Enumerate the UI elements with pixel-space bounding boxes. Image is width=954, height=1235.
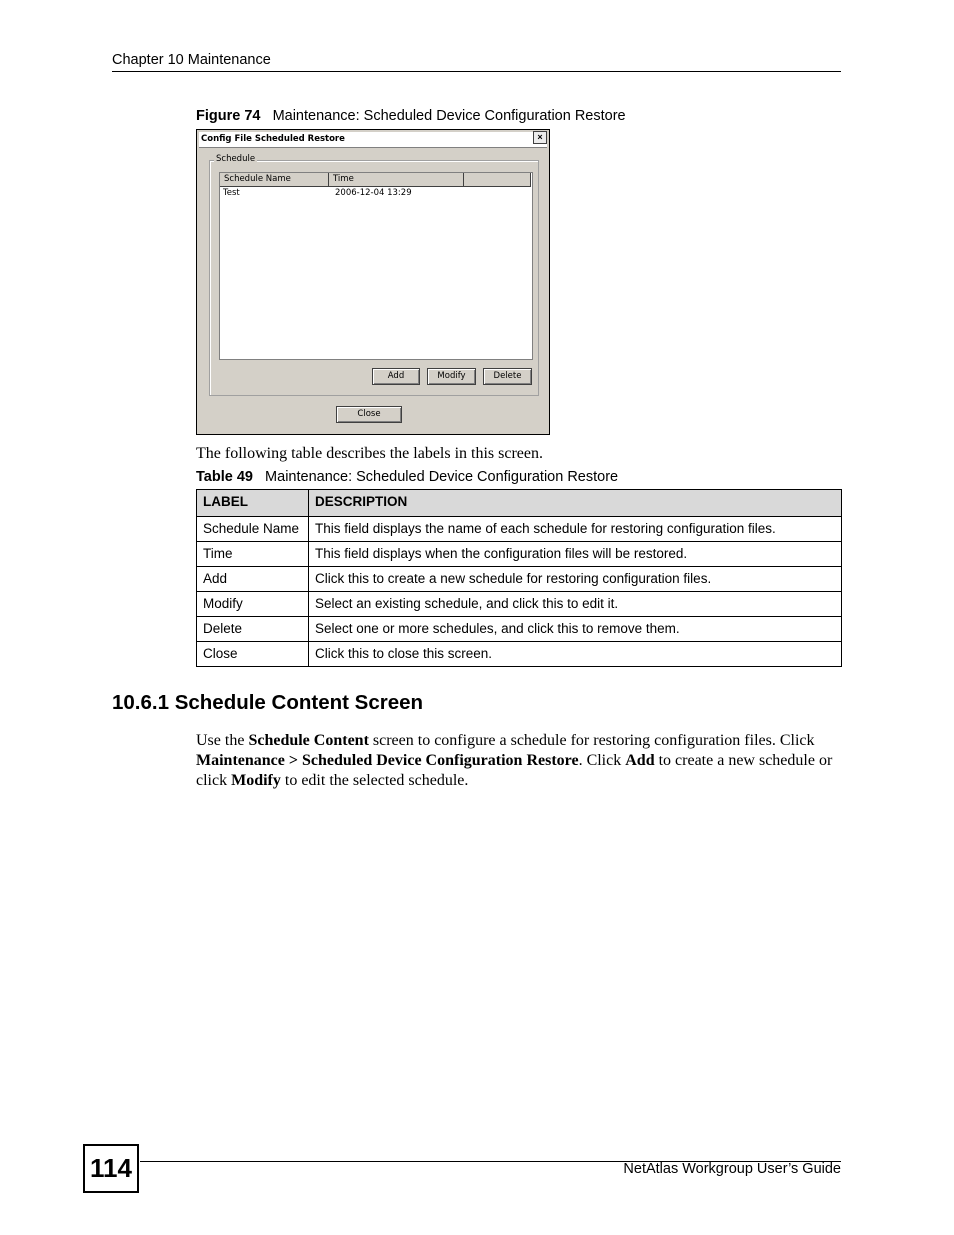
figure-label: Figure 74 [196,108,261,124]
para-bold-modify: Modify [231,772,281,789]
table-caption [196,469,618,485]
row-description: Click this to close this screen. [309,642,842,667]
guide-title: NetAtlas Workgroup User’s Guide [623,1161,841,1177]
schedule-name-cell: Test [223,188,240,198]
para-bold-add: Add [625,752,655,769]
schedule-list[interactable] [219,172,533,360]
para-text: to create a new schedule or click [196,752,833,789]
schedule-group-label: Schedule [216,154,256,164]
section-paragraph [196,731,846,791]
add-button[interactable]: Add [372,368,420,385]
schedule-group [209,154,539,396]
para-text: to edit the selected schedule. [280,772,469,789]
table-title: Maintenance: Scheduled Device Configuration Restore [265,469,619,485]
row-label: Close [197,642,309,667]
config-restore-dialog [196,129,550,435]
list-item[interactable] [220,187,532,200]
row-label: Add [197,567,309,592]
para-bold-schedule-content: Schedule Content [248,732,369,749]
schedule-time-cell: 2006-12-04 13:29 [335,188,412,198]
header-description: DESCRIPTION [309,490,842,517]
table-row [197,517,842,542]
row-description: Select an existing schedule, and click this to edit it. [309,592,842,617]
row-description: This field displays when the configuration files will be restored. [309,542,842,567]
para-text: Use the [196,732,249,749]
row-description: Click this to create a new schedule for restoring configuration files. [309,567,842,592]
row-label: Delete [197,617,309,642]
column-header-time[interactable]: Time [329,173,464,187]
close-icon[interactable]: × [533,131,547,144]
para-text: screen to configure a schedule for restoring configuration files. Click [368,732,815,749]
modify-button[interactable]: Modify [427,368,476,385]
row-description: Select one or more schedules, and click this to remove them. [309,617,842,642]
table-row [197,617,842,642]
table-row [197,642,842,667]
page-number: 114 [83,1144,139,1193]
figure-title: Maintenance: Scheduled Device Configuration Restore [272,108,626,124]
figure-caption [196,108,626,124]
label-description-table [196,489,842,667]
row-label: Modify [197,592,309,617]
para-text: . Click [578,752,626,769]
table-row [197,542,842,567]
section-title: 10.6.1 Schedule Content Screen [112,691,424,714]
table-row [197,567,842,592]
header-label: LABEL [197,490,309,517]
row-description: This field displays the name of each schedule for restoring configuration files. [309,517,842,542]
delete-button[interactable]: Delete [483,368,532,385]
running-header: Chapter 10 Maintenance [112,52,271,68]
close-button[interactable]: Close [336,406,402,423]
row-label: Time [197,542,309,567]
para-bold-menu-path: Maintenance > Scheduled Device Configuration Restore [196,752,579,769]
column-header-empty[interactable] [464,173,531,187]
header-rule [112,71,841,72]
intro-text: The following table describes the labels in this screen. [196,445,544,462]
table-row [197,592,842,617]
row-label: Schedule Name [197,517,309,542]
column-header-schedule-name[interactable]: Schedule Name [220,173,329,187]
dialog-title: Config File Scheduled Restore [199,132,547,148]
schedule-list-header [220,173,532,187]
table-header-row [197,490,842,517]
table-label: Table 49 [196,469,253,485]
